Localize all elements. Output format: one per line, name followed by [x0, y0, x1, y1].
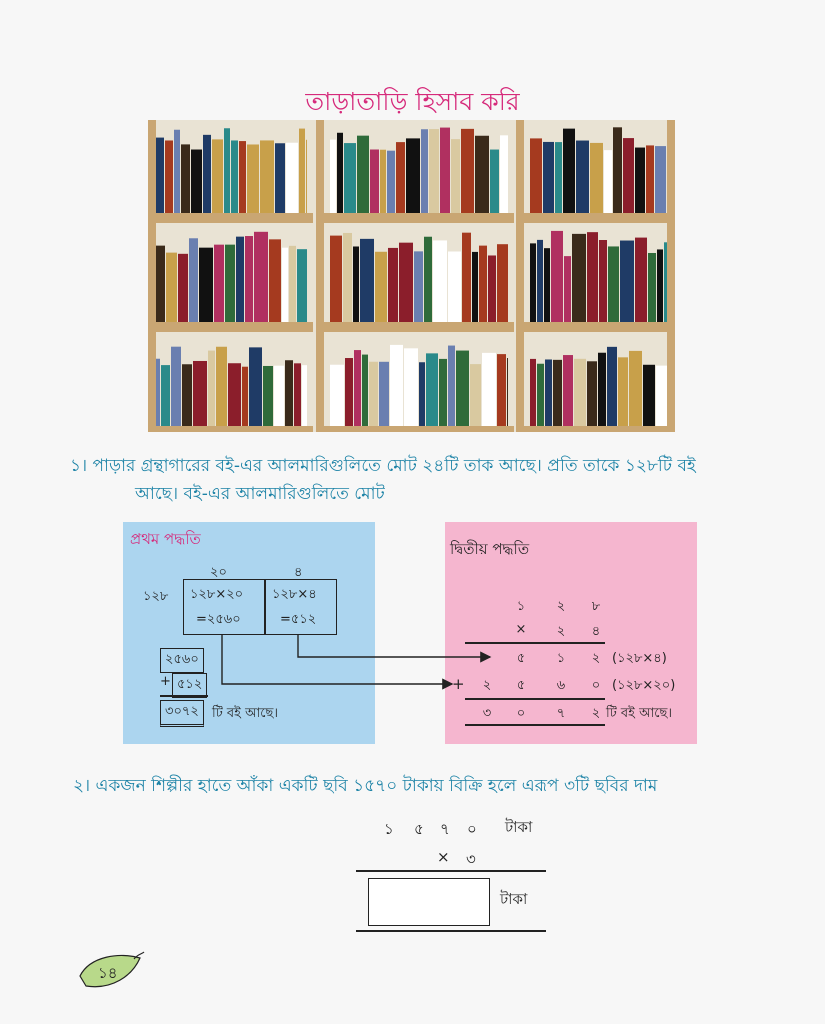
m2-row2-d1: ২	[556, 624, 566, 639]
m2-row3-d1: ৫	[516, 651, 526, 666]
m2-row4-note: (১২৮×২০)	[612, 678, 676, 693]
m2-row3-d2: ১	[556, 651, 566, 666]
page-number: ১৪	[98, 964, 118, 982]
q2-rule-2	[356, 930, 546, 932]
m2-row2-d2: ৪	[591, 624, 601, 639]
question-2-text: ২। একজন শিল্পীর হাতে আঁকা একটি ছবি ১৫৭০ টাকায় বিক্রি হলে এরূপ ৩টি ছবির দাম	[73, 776, 658, 796]
m2-row5-d3: ৭	[556, 706, 566, 721]
q2-digit-3: ৭	[440, 820, 450, 838]
m2-row5-d4: ২	[591, 706, 601, 721]
q2-digit-1: ১	[384, 820, 394, 838]
q2-answer-box[interactable]	[368, 878, 490, 926]
m2-row4-d4: ০	[591, 678, 601, 693]
total-suffix: টি বই আছে।	[212, 706, 278, 721]
m2-row5-d2: ০	[516, 706, 526, 721]
q2-unit-1: টাকা	[505, 818, 533, 836]
total-sum: ৩০৭২	[160, 700, 204, 727]
column-head-4: ৪	[294, 565, 303, 580]
m2-row5-note: টি বই আছে।	[606, 706, 672, 721]
q2-digit-4: ০	[467, 820, 477, 838]
page-title: তাড়াতাড়ি হিসাব করি	[305, 87, 520, 116]
partial-sum-1: ২৫৬০	[160, 648, 204, 673]
q2-digit-2: ৫	[414, 820, 424, 838]
m2-row1-d2: ২	[556, 599, 566, 614]
q2-multiply-op: ×	[437, 848, 450, 866]
q2-unit-2: টাকা	[500, 890, 528, 908]
column-head-20: ২০	[210, 565, 227, 580]
m2-row5-d1: ৩	[482, 706, 492, 721]
q2-rule-1	[356, 870, 546, 872]
m2-row1-d3: ৮	[591, 599, 601, 614]
method-2-title: দ্বিতীয় পদ্ধতি	[450, 540, 530, 558]
m2-row4-d3: ৬	[556, 678, 566, 693]
m2-row2-op: ×	[515, 622, 527, 637]
plus-sign: +	[160, 674, 171, 689]
question-1-line-1: ১। পাড়ার গ্রন্থাগারের বই-এর আলমারিগুলিতে মোট ২৪টি তাক আছে। প্রতি তাকে ১২৮টি বই	[70, 456, 696, 476]
m2-row4-d2: ৫	[516, 678, 526, 693]
m2-row4-op: +	[452, 675, 465, 693]
question-1-line-2: আছে। বই-এর আলমারিগুলিতে মোট	[135, 484, 385, 504]
m2-row3-d3: ২	[591, 651, 601, 666]
method-1-title: প্রথম পদ্ধতি	[130, 530, 201, 548]
partial-sum-2: ৫১২	[172, 673, 207, 698]
m2-row3-note: (১২৮×৪)	[612, 651, 667, 666]
arrow-512	[298, 634, 490, 657]
m2-row4-d1: ২	[482, 678, 492, 693]
row-head-128: ১২৮	[143, 589, 169, 604]
q2-multiplier: ৩	[466, 850, 476, 868]
arrow-2560	[222, 634, 452, 684]
cell-2-top: ১২৮×৪	[272, 587, 317, 602]
m2-row1-d1: ১	[516, 599, 526, 614]
cell-1-top: ১২৮×২০	[190, 587, 244, 602]
cell-1-bottom: =২৫৬০	[196, 612, 241, 627]
cell-2-bottom: =৫১২	[280, 612, 317, 627]
